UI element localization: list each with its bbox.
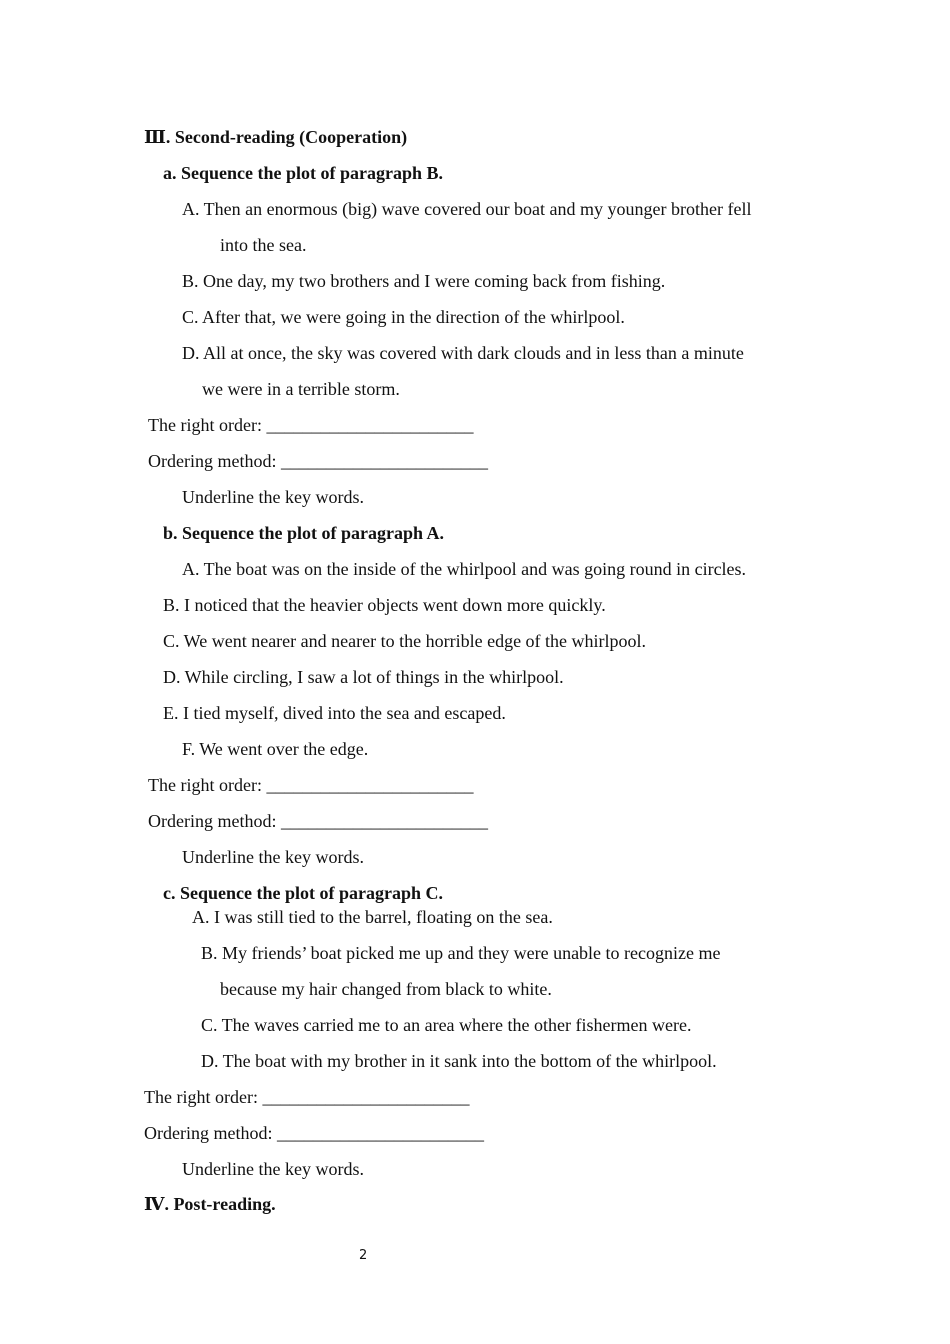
part-c-heading: c. Sequence the plot of paragraph C. [163,883,443,903]
part-b-item-e: E. I tied myself, dived into the sea and escaped. [163,703,506,723]
part-a-right-order: The right order: _______________________ [148,415,474,435]
part-c-item-a: A. I was still tied to the barrel, floating on the sea. [192,907,553,927]
part-c-item-c: C. The waves carried me to an area where the other fishermen were. [201,1015,692,1035]
part-b-item-a: A. The boat was on the inside of the whirlpool and was going round in circles. [182,559,747,579]
part-b-right-order: The right order: _______________________ [148,775,474,795]
part-a-item-a: A. Then an enormous (big) wave covered our boat and my younger brother fell [182,199,752,219]
part-c-right-order: The right order: _______________________ [144,1087,470,1107]
part-a-item-d: D. All at once, the sky was covered with dark clouds and in less than a minute [182,343,744,363]
section-3-heading [144,126,407,149]
part-b-heading: b. Sequence the plot of paragraph A. [163,523,445,543]
part-a-item-d-cont: we were in a terrible storm. [202,379,400,399]
part-a-item-b: B. One day, my two brothers and I were coming back from fishing. [182,271,666,291]
section-4-numeral: Ⅳ [144,1194,165,1215]
section-4-title: . Post-reading. [164,1194,276,1214]
part-c-item-b: B. My friends’ boat picked me up and they were unable to recognize me [201,943,721,963]
part-a-heading: a. Sequence the plot of paragraph B. [163,163,444,183]
part-b-ordering-method: Ordering method: _______________________ [148,811,488,831]
part-b-item-c: C. We went nearer and nearer to the horrible edge of the whirlpool. [163,631,647,651]
section-3-numeral: Ⅲ [144,127,166,148]
part-b-item-f: F. We went over the edge. [182,739,369,759]
part-b-item-d: D. While circling, I saw a lot of things in the whirlpool. [163,667,564,687]
part-a-underline-instruction: Underline the key words. [182,487,364,507]
part-c-underline-instruction: Underline the key words. [182,1159,364,1179]
part-c-ordering-method: Ordering method: _______________________ [144,1123,484,1143]
page-number: 2 [359,1248,368,1263]
part-b-underline-instruction: Underline the key words. [182,847,364,867]
part-c-item-b-cont: because my hair changed from black to white. [220,979,552,999]
part-a-ordering-method: Ordering method: _______________________ [148,451,488,471]
part-a-item-c: C. After that, we were going in the direction of the whirlpool. [182,307,625,327]
section-3-title: . Second-reading (Cooperation) [165,127,408,147]
part-c-item-d: D. The boat with my brother in it sank into the bottom of the whirlpool. [201,1051,717,1071]
part-b-item-b: B. I noticed that the heavier objects went down more quickly. [163,595,606,615]
section-4-heading [144,1193,276,1216]
part-a-item-a-cont: into the sea. [220,235,307,255]
